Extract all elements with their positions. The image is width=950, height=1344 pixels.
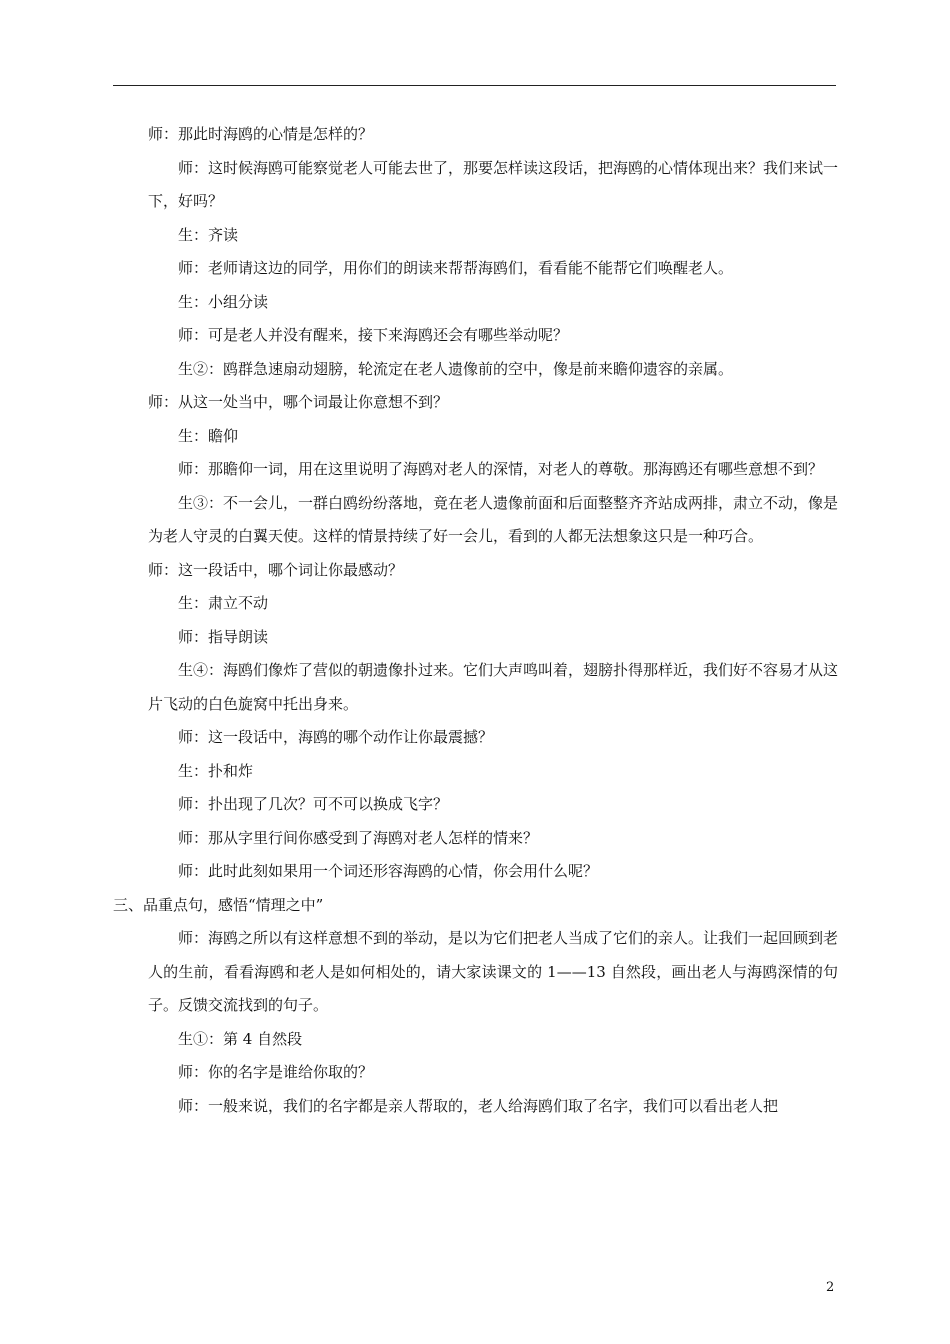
- paragraph: 生②：鸥群急速扇动翅膀，轮流定在老人遗像前的空中，像是前来瞻仰遗容的亲属。: [178, 359, 734, 378]
- paragraph: 师：一般来说，我们的名字都是亲人帮取的，老人给海鸥们取了名字，我们可以看出老人把: [178, 1096, 779, 1115]
- paragraph: 师：老师请这边的同学，用你们的朗读来帮帮海鸥们，看看能不能帮它们唤醒老人。: [178, 259, 734, 277]
- paragraph: 生：齐读: [178, 225, 239, 244]
- header-rule: [113, 85, 836, 86]
- page-number: 2: [826, 1280, 835, 1295]
- paragraph: 师：你的名字是谁给你取的？: [178, 1063, 374, 1081]
- paragraph: 师：那瞻仰一词，用在这里说明了海鸥对老人的深情，对老人的尊敬。那海鸥还有哪些意想不到？: [178, 460, 824, 478]
- document-body: [113, 118, 839, 1123]
- paragraph: 生④：海鸥们像炸了营似的朝遗像扑过来。它们大声鸣叫着，翅膀扑得那样近，我们好不容易才从这片飞动的白色旋窝中托出身来。: [148, 661, 839, 713]
- section-heading: 三、品重点句，感悟“情理之中”: [113, 895, 324, 914]
- paragraph: 师：海鸥之所以有这样意想不到的举动，是以为它们把老人当成了它们的亲人。让我们一起回顾到老人的生前，看看海鸥和老人是如何相处的，请大家读课文的 1——13 自然段，画出老人与海鸥深情的句子。反馈交流找到的句子。: [148, 929, 839, 1014]
- paragraph: 师：这一段话中，哪个词让你最感动？: [148, 560, 404, 579]
- paragraph: 师：那此时海鸥的心情是怎样的？: [148, 125, 374, 143]
- paragraph: 师：这时候海鸥可能察觉老人可能去世了，那要怎样读这段话，把海鸥的心情体现出来？我们来试一下，好吗？: [148, 158, 839, 210]
- paragraph: 生①：第 4 自然段: [178, 1029, 303, 1048]
- paragraph: 生：肃立不动: [178, 594, 269, 612]
- paragraph: 师：扑出现了几次？可不可以换成飞字？: [178, 795, 449, 813]
- paragraph: 师：从这一处当中，哪个词最让你意想不到？: [148, 393, 449, 411]
- paragraph: 师：可是老人并没有醒来，接下来海鸥还会有哪些举动呢？: [178, 326, 569, 344]
- paragraph: 师：此时此刻如果用一个词还形容海鸥的心情，你会用什么呢？: [178, 862, 599, 880]
- paragraph: 生：扑和炸: [178, 761, 254, 780]
- paragraph: 生：瞻仰: [178, 426, 239, 445]
- paragraph: 生：小组分读: [178, 292, 269, 311]
- paragraph: 师：指导朗读: [178, 627, 269, 646]
- paragraph: 师：那从字里行间你感受到了海鸥对老人怎样的情来？: [178, 828, 539, 847]
- paragraph: 生③：不一会儿，一群白鸥纷纷落地，竟在老人遗像前面和后面整整齐齐站成两排，肃立不动，像是为老人守灵的白翼天使。这样的情景持续了好一会儿，看到的人都无法想象这只是一种巧合。: [148, 493, 839, 545]
- paragraph: 师：这一段话中，海鸥的哪个动作让你最震撼？: [178, 728, 494, 746]
